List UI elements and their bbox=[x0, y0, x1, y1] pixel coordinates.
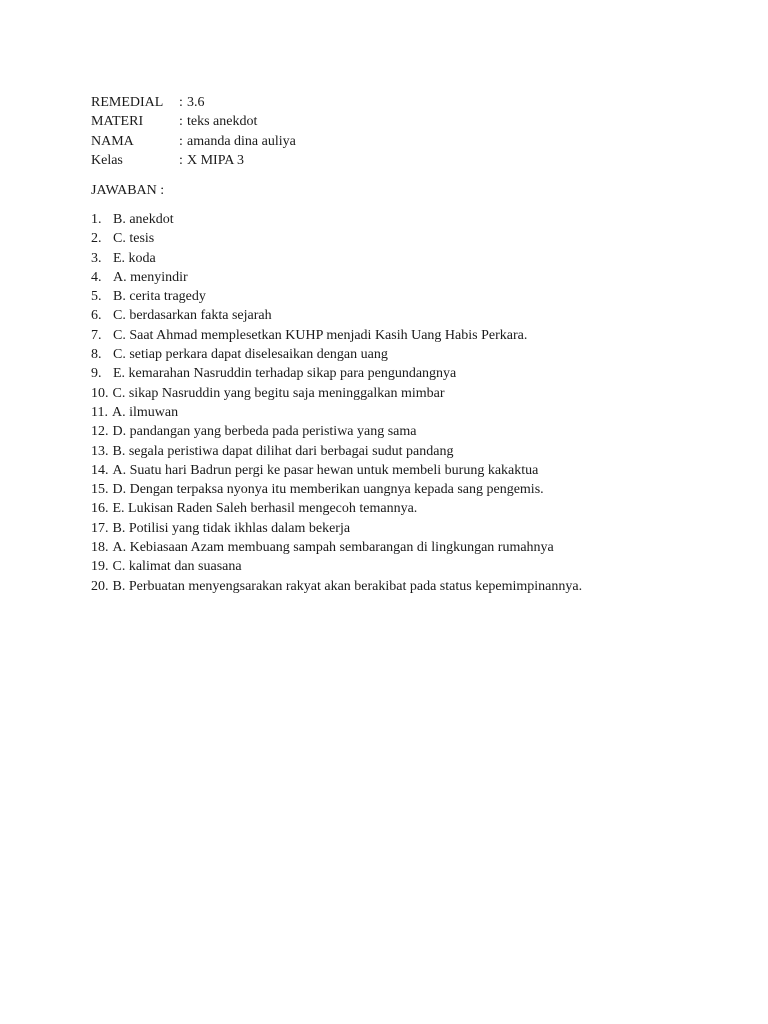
jawaban-heading: JAWABAN : bbox=[91, 183, 165, 198]
header-separator: : bbox=[179, 152, 183, 168]
header-info bbox=[91, 93, 296, 170]
header-separator: : bbox=[179, 95, 183, 110]
answer-text: B. segala peristiwa dapat dilihat dari berbagai sudut pandang bbox=[112, 443, 454, 459]
header-label: MATERI bbox=[91, 114, 144, 130]
answer-text: D. Dengan terpaksa nyonya itu memberikan uangnya kepada sang pengemis. bbox=[112, 482, 544, 498]
header-row-nama bbox=[91, 132, 296, 151]
list-item bbox=[91, 480, 582, 499]
answer-text: C. sikap Nasruddin yang begitu saja meninggalkan mimbar bbox=[112, 385, 445, 401]
header-row-remedial bbox=[91, 93, 296, 112]
answer-text: C. tesis bbox=[113, 231, 155, 247]
answer-number: 7. bbox=[91, 327, 102, 343]
list-item bbox=[91, 268, 582, 287]
answer-number: 6. bbox=[91, 308, 102, 324]
answer-text: E. Lukisan Raden Saleh berhasil mengecoh temannya. bbox=[112, 501, 418, 517]
answer-number: 16. bbox=[91, 501, 109, 517]
answer-text: C. setiap perkara dapat diselesaikan dengan uang bbox=[113, 347, 388, 363]
list-item bbox=[91, 345, 582, 364]
header-row-materi bbox=[91, 112, 296, 131]
header-value: amanda dina auliya bbox=[187, 133, 296, 149]
header-separator: : bbox=[179, 114, 183, 130]
answer-number: 19. bbox=[91, 559, 109, 575]
answer-number: 3. bbox=[91, 250, 102, 266]
list-item bbox=[91, 287, 582, 306]
answer-text: B. Perbuatan menyengsarakan rakyat akan berakibat pada status kepemimpinannya. bbox=[112, 578, 583, 594]
list-item bbox=[91, 384, 582, 403]
answer-text: C. Saat Ahmad memplesetkan KUHP menjadi Kasih Uang Habis Perkara. bbox=[113, 327, 528, 343]
answer-text: B. cerita tragedy bbox=[113, 289, 206, 305]
answer-number: 11. bbox=[91, 404, 108, 420]
header-label: NAMA bbox=[91, 133, 134, 149]
answer-text: A. Kebiasaan Azam membuang sampah sembarangan di lingkungan rumahnya bbox=[112, 540, 554, 556]
list-item bbox=[91, 519, 582, 538]
list-item bbox=[91, 229, 582, 248]
list-item bbox=[91, 364, 582, 383]
answer-number: 13. bbox=[91, 443, 109, 459]
answer-number: 4. bbox=[91, 269, 102, 285]
header-value: 3.6 bbox=[187, 95, 205, 110]
list-item bbox=[91, 249, 582, 268]
header-separator: : bbox=[179, 133, 183, 149]
answer-text: B. Potilisi yang tidak ikhlas dalam bekerja bbox=[112, 520, 351, 536]
list-item bbox=[91, 210, 582, 229]
answer-text: D. pandangan yang berbeda pada peristiwa yang sama bbox=[112, 424, 417, 440]
answer-text: C. kalimat dan suasana bbox=[112, 559, 242, 575]
list-item bbox=[91, 442, 582, 461]
list-item bbox=[91, 306, 582, 325]
answer-number: 15. bbox=[91, 482, 109, 498]
answer-number: 14. bbox=[91, 462, 109, 478]
answer-text: E. kemarahan Nasruddin terhadap sikap para pengundangnya bbox=[113, 366, 457, 382]
answer-number: 18. bbox=[91, 540, 109, 556]
answer-number: 1. bbox=[91, 212, 102, 227]
answer-text: A. ilmuwan bbox=[111, 404, 179, 420]
list-item bbox=[91, 499, 582, 518]
header-value: teks anekdot bbox=[187, 114, 258, 130]
answer-text: B. anekdot bbox=[113, 212, 174, 227]
answer-number: 10. bbox=[91, 385, 109, 401]
list-item bbox=[91, 461, 582, 480]
answer-number: 20. bbox=[91, 578, 109, 594]
answer-number: 17. bbox=[91, 520, 109, 536]
answer-number: 12. bbox=[91, 424, 109, 440]
answer-number: 5. bbox=[91, 289, 102, 305]
answer-text: C. berdasarkan fakta sejarah bbox=[113, 308, 272, 324]
answer-list bbox=[91, 210, 582, 596]
answer-text: A. menyindir bbox=[113, 269, 188, 285]
list-item bbox=[91, 403, 582, 422]
header-label: REMEDIAL bbox=[91, 95, 164, 110]
list-item bbox=[91, 557, 582, 576]
list-item bbox=[91, 326, 582, 345]
header-label: Kelas bbox=[91, 152, 123, 168]
answer-number: 9. bbox=[91, 366, 102, 382]
answer-text: E. koda bbox=[113, 250, 156, 266]
answer-number: 2. bbox=[91, 231, 102, 247]
list-item bbox=[91, 577, 582, 596]
header-value: X MIPA 3 bbox=[187, 152, 245, 168]
answer-text: A. Suatu hari Badrun pergi ke pasar hewan untuk membeli burung kakaktua bbox=[112, 462, 539, 478]
header-row-kelas bbox=[91, 151, 296, 170]
answer-number: 8. bbox=[91, 347, 102, 363]
list-item bbox=[91, 538, 582, 557]
list-item bbox=[91, 422, 582, 441]
